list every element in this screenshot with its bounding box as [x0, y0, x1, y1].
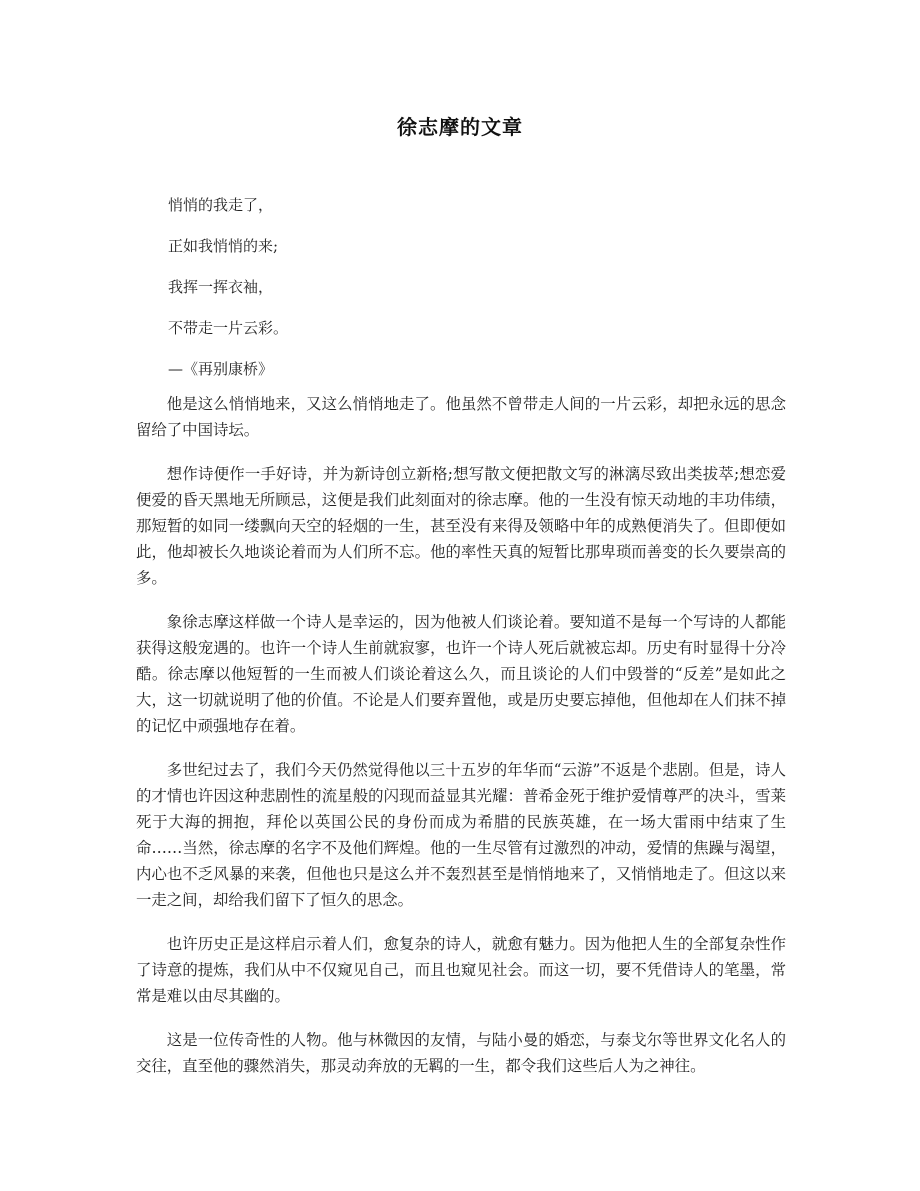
article-body	[136, 391, 786, 1097]
paragraph: 这是一位传奇性的人物。他与林微因的友情，与陆小曼的婚恋，与泰戈尔等世界文化名人的交往，直至他的骤然消失，那灵动奔放的无羁的一生，都令我们这些后人为之神往。	[136, 1031, 786, 1075]
poem-line: 正如我悄悄的来;	[168, 237, 279, 255]
poem-line: 悄悄的我走了，	[168, 196, 274, 214]
poem-excerpt	[168, 193, 288, 398]
paragraph: 象徐志摩这样做一个诗人是幸运的，因为他被人们谈论着。要知道不是每一个写诗的人都能获得这般宠遇的。也许一个诗人生前就寂寥，也许一个诗人死后就被忘却。历史有时显得十分冷酷。徐志摩以他短暂的一生而被人们谈论着这么久，而且谈论的人们中毁誉的“反差”是如此之大，这一切就说明了他的价值。不论是人们要弃置他，或是历史要忘掉他，但他却在人们抹不掉的记忆中顽强地存在着。	[136, 613, 786, 735]
paragraph: 也许历史正是这样启示着人们，愈复杂的诗人，就愈有魅力。因为他把人生的全部复杂性作了诗意的提炼，我们从中不仅窥见自己，而且也窥见社会。而这一切，要不凭借诗人的笔墨，常常是难以由尽其幽的。	[136, 935, 786, 1005]
poem-line: 不带走一片云彩。	[168, 319, 289, 337]
paragraph: 多世纪过去了，我们今天仍然觉得他以三十五岁的年华而“云游”不返是个悲剧。但是，诗人的才情也许因这种悲剧性的流星般的闪现而益显其光耀：普希金死于维护爱情尊严的决斗，雪莱死于大海的拥抱，拜伦以英国公民的身份而成为希腊的民族英雄，在一场大雷雨中结束了生命……当然，徐志摩的名字不及他们辉煌。他的一生尽管有过激烈的冲动，爱情的焦躁与渴望，内心也不乏风暴的来袭，但他也只是这么并不轰烈甚至是悄悄地来了，又悄悄地走了。但这以来一走之间，却给我们留下了恒久的思念。	[136, 761, 786, 909]
paragraph: 他是这么悄悄地来，又这么悄悄地走了。他虽然不曾带走人间的一片云彩，却把永远的思念留给了中国诗坛。	[136, 395, 786, 439]
paragraph: 想作诗便作一手好诗，并为新诗创立新格;想写散文便把散文写的淋漓尽致出类拔萃;想恋爱便爱的昏天黑地无所顾忌，这便是我们此刻面对的徐志摩。他的一生没有惊天动地的丰功伟绩，那短暂的如同一缕飘向天空的轻烟的一生，甚至没有来得及领略中年的成熟便消失了。但即便如此，他却被长久地谈论着而为人们所不忘。他的率性天真的短暂比那卑琐而善变的长久要崇高的多。	[136, 465, 786, 587]
poem-line: 我挥一挥衣袖，	[168, 278, 274, 296]
poem-source: —《再别康桥》	[168, 360, 274, 378]
document-title: 徐志摩的文章	[397, 115, 523, 139]
